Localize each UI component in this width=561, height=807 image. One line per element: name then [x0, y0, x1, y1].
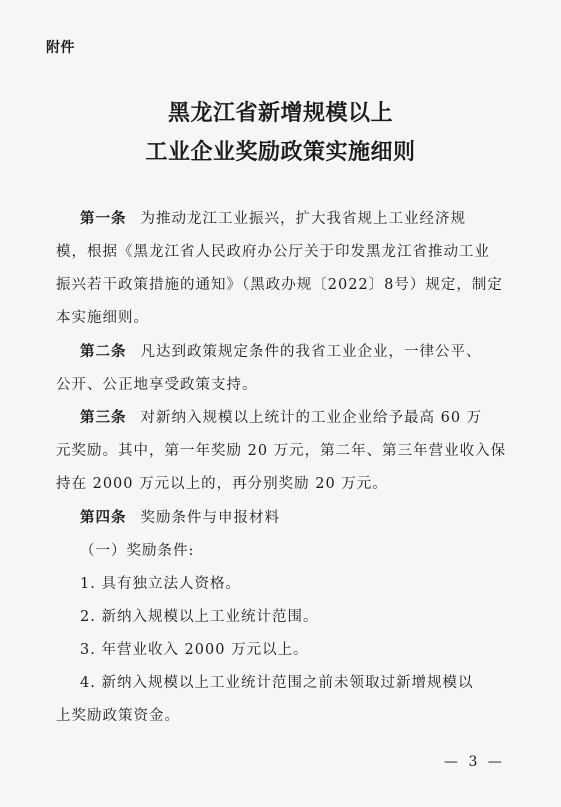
condition-item-4: 4. 新纳入规模以上工业统计范围之前未领取过新增规模以 — [80, 675, 474, 691]
article-1-label: 第一条 — [80, 210, 127, 227]
condition-item-4-cont: 上奖励政策资金。 — [56, 708, 180, 724]
article-3-line-2: 元奖励。其中，第一年奖励 20 万元，第二年、第三年营业收入保 — [56, 443, 507, 459]
condition-item-2: 2. 新纳入规模以上工业统计范围。 — [80, 609, 319, 625]
article-2-line-2: 公开、公正地享受政策支持。 — [56, 377, 258, 393]
article-1-line-1 — [80, 207, 466, 228]
article-3-line-3: 持在 2000 万元以上的，再分别奖励 20 万元。 — [56, 476, 388, 492]
article-2-label: 第二条 — [80, 343, 127, 360]
article-3-text-1: 对新纳入规模以上统计的工业企业给予最高 60 万 — [140, 410, 483, 426]
condition-item-3: 3. 年营业收入 2000 万元以上。 — [80, 642, 309, 658]
document-title-line-1: 黑龙江省新增规模以上 — [167, 100, 393, 126]
document-title-line-2: 工业企业奖励政策实施细则 — [145, 139, 416, 165]
condition-item-1: 1. 具有独立法人资格。 — [80, 576, 241, 592]
page-number: — 3 — — [444, 754, 505, 770]
article-2-line-1 — [80, 340, 482, 361]
article-1-text-1: 为推动龙江工业振兴，扩大我省规上工业经济规 — [140, 211, 466, 227]
article-1-line-3: 振兴若干政策措施的通知》（黑政办规〔2022〕8号）规定，制定 — [56, 277, 503, 293]
article-4-line-1 — [80, 506, 280, 527]
article-1-line-4: 本实施细则。 — [56, 310, 149, 326]
article-2-text-1: 凡达到政策规定条件的我省工业企业，一律公平、 — [140, 344, 482, 360]
article-4-heading: 奖励条件与申报材料 — [140, 510, 280, 526]
article-4-label: 第四条 — [80, 509, 127, 526]
attachment-label: 附件 — [46, 40, 75, 56]
article-4-subheading: （一）奖励条件: — [80, 543, 195, 559]
article-1-line-2: 模，根据《黑龙江省人民政府办公厅关于印发黑龙江省推动工业 — [56, 244, 490, 260]
article-3-line-1 — [80, 406, 482, 427]
article-3-label: 第三条 — [80, 409, 127, 426]
